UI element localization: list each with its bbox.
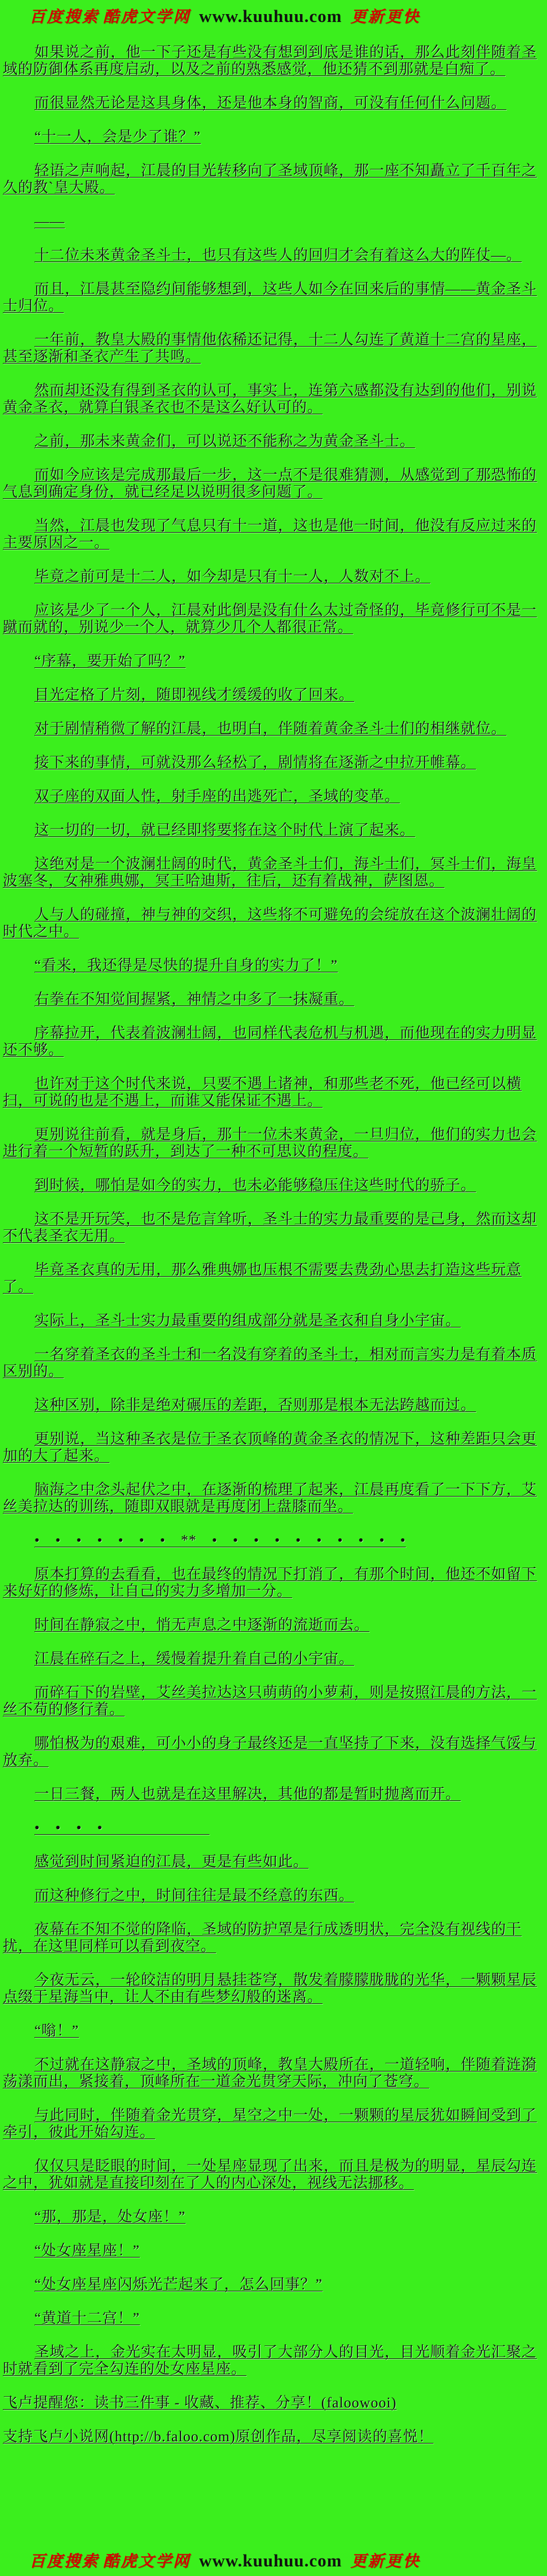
novel-paragraph: 毕竟圣衣真的无用，那么雅典娜也压根不需要去费劲心思去打造这些玩意了。 [3, 1262, 522, 1295]
novel-paragraph: “处女座星座！” [34, 2242, 140, 2259]
novel-paragraph: 也许对于这个时代来说，只要不遇上诸神，和那些老不死，他已经可以横扫，可说的也是不遇上，而谁又能保证不遇上。 [3, 1075, 522, 1109]
novel-paragraph: 一年前，教皇大殿的事情他依稀还记得，十二人勾连了黄道十二宫的星座，甚至逐渐和圣衣产生了共鸣。 [3, 331, 537, 365]
novel-paragraph: 接下来的事情，可就没那么轻松了，剧情将在逐渐之中拉开帷幕。 [34, 754, 477, 771]
novel-paragraph: 而很显然无论是这具身体，还是他本身的智商，可没有任何什么问题。 [34, 95, 507, 111]
novel-paragraph: 到时候，哪怕是如今的实力，也未必能够稳压住这些时代的骄子。 [34, 1177, 477, 1193]
novel-paragraph: 十二位未来黄金圣斗士，也只有这些人的回归才会有着这么大的阵仗—。 [34, 247, 522, 263]
novel-paragraph: 轻语之声响起，江晨的目光转移向了圣域顶峰，那一座不知矗立了千百年之久的教`皇大殿。 [3, 162, 537, 196]
site-name-text: 酷虎文学网 [103, 8, 191, 26]
novel-paragraph: 飞卢提醒您：读书三件事 - 收藏、推荐、分享！(faloowooi) [3, 2394, 397, 2411]
novel-paragraph: 这不是开玩笑，也不是危言耸听，圣斗士的实力最重要的是己身，然而这却不代表圣衣无用。 [3, 1211, 537, 1244]
novel-paragraph: 对于剧情稍微了解的江晨，也明白，伴随着黄金圣斗士们的相继就位。 [34, 720, 507, 737]
novel-paragraph: 一日三餐，两人也就是在这里解决，其他的都是暂时抛离而开。 [34, 1786, 461, 1802]
novel-paragraph: 序幕拉开，代表着波澜壮阔，也同样代表危机与机遇，而他现在的实力明显还不够。 [3, 1025, 537, 1058]
novel-paragraph: 毕竟之前可是十二人，如今却是只有十一人，人数对不上。 [34, 568, 431, 585]
novel-paragraph: “嗡！” [34, 2022, 80, 2039]
section-divider: • • • • • • • ** • • • • • • • • • • [34, 1532, 406, 1548]
novel-paragraph: 更别说往前看，就是身后，那十一位未来黄金，一旦归位，他们的实力也会进行着一个短暂的跃升，到达了一种不可思议的程度。 [3, 1126, 537, 1159]
novel-paragraph: 今夜无云，一轮皎洁的明月悬挂苍穹，散发着朦朦胧胧的光华，一颗颗星辰点缀于星海当中，让人不由有些梦幻般的迷离。 [3, 1972, 537, 2005]
novel-paragraph: 右拳在不知觉间握紧，神情之中多了一抹凝重。 [34, 991, 355, 1007]
novel-paragraph: “那，那是，处女座！” [34, 2208, 186, 2225]
novel-paragraph: 脑海之中念头起伏之中，在逐渐的梳理了起来，江晨再度看了一下下方，艾丝美拉达的训练，随即双眼就是再度闭上盘膝而坐。 [3, 1481, 537, 1515]
site-url-text: www.kuuhuu.com [199, 2551, 342, 2570]
novel-paragraph: 双子座的双面人性，射手座的出逃死亡，圣域的变革。 [34, 788, 400, 804]
novel-paragraph: “黄道十二宫！” [34, 2310, 140, 2326]
novel-paragraph: 感觉到时间紧迫的江晨，更是有些如此。 [34, 1853, 309, 1870]
novel-paragraph: 而且，江晨甚至隐约间能够想到，这些人如今在回来后的事情——黄金圣斗士归位。 [3, 281, 537, 314]
site-brand-footer [29, 2549, 421, 2571]
novel-paragraph: 支持飞卢小说网(http://b.faloo.com)原创作品，尽享阅读的喜悦！ [3, 2428, 434, 2445]
novel-paragraph: 然而却还没有得到圣衣的认可，事实上，连第六感都没有达到的他们，别说黄金圣衣，就算白银圣衣也不是这么好认可的。 [3, 382, 537, 415]
brand-prefix-text: 百度搜索 [29, 2553, 100, 2570]
novel-paragraph: 这绝对是一个波澜壮阔的时代，黄金圣斗士们，海斗士们，冥斗士们，海皇波塞冬，女神雅典娜，冥王哈迪斯，往后，还有着战神，萨图恩。 [3, 856, 537, 889]
novel-paragraph: 一名穿着圣衣的圣斗士和一名没有穿着的圣斗士，相对而言实力是有着本质区别的。 [3, 1346, 537, 1379]
novel-paragraph: 圣域之上，金光实在太明显，吸引了大部分人的目光，目光顺着金光汇聚之时就看到了完全勾连的处女座星座。 [3, 2344, 537, 2377]
novel-paragraph: 仅仅只是眨眼的时间，一处星座显现了出来，而且是极为的明显，星辰勾连之中，犹如就是直接印刻在了人的内心深处，视线无法挪移。 [3, 2158, 537, 2191]
novel-body [0, 44, 547, 2445]
novel-paragraph: 这一切的一切，就已经即将要将在这个时代上演了起来。 [34, 822, 416, 838]
novel-paragraph: —— [34, 213, 65, 229]
novel-paragraph: 之前，那未来黄金们，可以说还不能称之为黄金圣斗士。 [34, 433, 416, 449]
novel-paragraph: 更别说，当这种圣衣是位于圣衣顶峰的黄金圣衣的情况下，这种差距只会更加的大了起来。 [3, 1431, 537, 1464]
novel-paragraph: 原本打算的去看看，也在最终的情况下打消了，有那个时间，他还不如留下来好好的修炼，让自己的实力多增加一分。 [3, 1566, 537, 1599]
novel-paragraph: 人与人的碰撞，神与神的交织，这些将不可避免的会绽放在这个波澜壮阔的时代之中。 [3, 906, 537, 940]
section-divider: • • • • [34, 1820, 210, 1836]
novel-paragraph: “处女座星座闪烁光芒起来了，怎么回事？” [34, 2276, 323, 2292]
novel-paragraph: “十一人，会是少了谁？” [34, 129, 201, 145]
novel-paragraph: 不过就在这静寂之中，圣域的顶峰，教皇大殿所在，一道轻响，伴随着涟漪荡漾而出，紧接着，顶峰所在一道金光贯穿天际，冲向了苍穹。 [3, 2056, 537, 2090]
novel-paragraph: 目光定格了片刻，随即视线才缓缓的收了回来。 [34, 687, 355, 703]
novel-paragraph: 与此同时，伴随着金光贯穿，星空之中一处，一颗颗的星辰犹如瞬间受到了牵引，彼此开始勾连。 [3, 2107, 537, 2140]
novel-paragraph: 这种区别，除非是绝对碾压的差距，否则那是根本无法跨越而过。 [34, 1397, 477, 1413]
site-name-text: 酷虎文学网 [103, 2553, 191, 2570]
brand-prefix-text: 百度搜索 [29, 8, 100, 26]
brand-tagline-text: 更新更快 [350, 8, 421, 26]
novel-paragraph: 应该是少了一个人，江晨对此倒是没有什么太过奇怪的，毕竟修行可不是一蹴而就的，别说少一个人，就算少几个人都很正常。 [3, 602, 537, 635]
novel-paragraph: 时间在静寂之中，悄无声息之中逐渐的流逝而去。 [34, 1617, 370, 1633]
novel-paragraph: 江晨在碎石之上，缓慢着提升着自己的小宇宙。 [34, 1650, 355, 1667]
novel-paragraph: 哪怕极为的艰难，可小小的身子最终还是一直坚持了下来，没有选择气馁与放弃。 [3, 1735, 537, 1768]
novel-paragraph: 如果说之前，他一下子还是有些没有想到到底是谁的话，那么此刻伴随着圣域的防御体系再度启动，以及之前的熟悉感觉，他还猜不到那就是白痴了。 [3, 44, 537, 77]
novel-paragraph: 夜幕在不知不觉的降临，圣域的防护罩是行成透明状，完全没有视线的干扰，在这里同样可以看到夜空。 [3, 1921, 522, 1954]
site-url-text: www.kuuhuu.com [199, 6, 342, 26]
novel-paragraph: 而如今应该是完成那最后一步，这一点不是很难猜测，从感觉到了那恐怖的气息到确定身份，就已经足以说明很多问题了。 [3, 467, 537, 500]
novel-paragraph: “看来，我还得是尽快的提升自身的实力了！” [34, 957, 338, 973]
novel-paragraph: 而这种修行之中，时间往往是最不经意的东西。 [34, 1887, 355, 1904]
site-brand-header [0, 0, 547, 27]
novel-paragraph: 实际上，圣斗士实力最重要的组成部分就是圣衣和自身小宇宙。 [34, 1312, 461, 1329]
brand-tagline-text: 更新更快 [350, 2553, 421, 2570]
novel-paragraph: “序幕，要开始了吗？” [34, 653, 186, 669]
novel-paragraph: 而碎石下的岩壁，艾丝美拉达这只萌萌的小萝莉，则是按照江晨的方法，一丝不苟的修行着。 [3, 1684, 537, 1718]
novel-paragraph: 当然，江晨也发现了气息只有十一道，这也是他一时间，他没有反应过来的主要原因之一。 [3, 517, 537, 551]
